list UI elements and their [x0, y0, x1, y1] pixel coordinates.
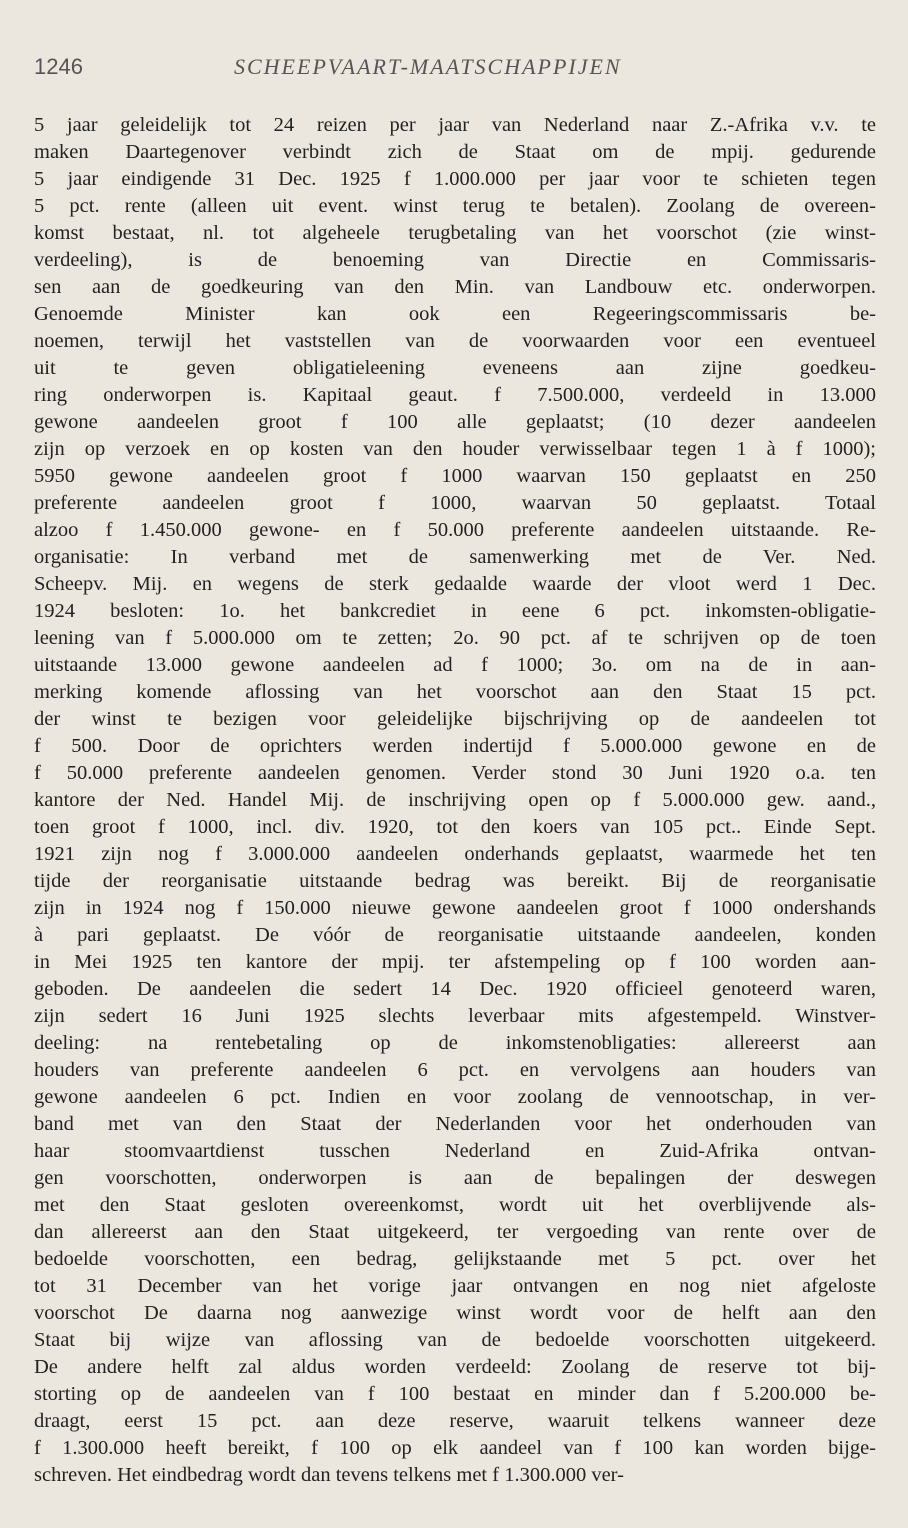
text-line: kantore der Ned. Handel Mij. de inschrijving open op f 5.000.000 gew. aand., — [34, 789, 876, 811]
text-line: houders van preferente aandeelen 6 pct. en vervolgens aan houders van — [34, 1059, 876, 1081]
text-line: à pari geplaatst. De vóór de reorganisatie uitstaande aandeelen, konden — [34, 924, 876, 946]
page-header — [34, 48, 874, 88]
text-line: der winst te bezigen voor geleidelijke bijschrijving op de aandeelen tot — [34, 708, 876, 730]
text-line: 1921 zijn nog f 3.000.000 aandeelen onderhands geplaatst, waarmede het ten — [34, 843, 876, 865]
text-line: gewone aandeelen 6 pct. Indien en voor zoolang de vennootschap, in ver- — [34, 1086, 876, 1108]
running-title: SCHEEPVAART-MAATSCHAPPIJEN — [234, 54, 622, 79]
text-line: draagt, eerst 15 pct. aan deze reserve, waaruit telkens wanneer deze — [34, 1410, 876, 1432]
text-line: tijde der reorganisatie uitstaande bedrag was bereikt. Bij de reorganisatie — [34, 870, 876, 892]
text-line: alzoo f 1.450.000 gewone- en f 50.000 preferente aandeelen uitstaande. Re- — [34, 519, 876, 541]
text-line: Scheepv. Mij. en wegens de sterk gedaalde waarde der vloot werd 1 Dec. — [34, 573, 876, 595]
text-line: 5 jaar eindigende 31 Dec. 1925 f 1.000.000 per jaar voor te schieten tegen — [34, 168, 876, 190]
text-line: toen groot f 1000, incl. div. 1920, tot den koers van 105 pct.. Einde Sept. — [34, 816, 876, 838]
text-line: 5 pct. rente (alleen uit event. winst terug te betalen). Zoolang de overeen- — [34, 195, 876, 217]
text-line: zijn in 1924 nog f 150.000 nieuwe gewone aandeelen groot f 1000 ondershands — [34, 897, 876, 919]
text-line: f 500. Door de oprichters werden indertijd f 5.000.000 gewone en de — [34, 735, 876, 757]
text-line: gen voorschotten, onderworpen is aan de bepalingen der deswegen — [34, 1167, 876, 1189]
text-line: f 1.300.000 heeft bereikt, f 100 op elk aandeel van f 100 kan worden bijge- — [34, 1437, 876, 1459]
text-line: geboden. De aandeelen die sedert 14 Dec. 1920 officieel genoteerd waren, — [34, 978, 876, 1000]
text-line: uit te geven obligatieleening eveneens aan zijne goedkeu- — [34, 357, 876, 379]
text-line: bedoelde voorschotten, een bedrag, gelijkstaande met 5 pct. over het — [34, 1248, 876, 1270]
text-line: band met van den Staat der Nederlanden voor het onderhouden van — [34, 1113, 876, 1135]
body-text — [34, 112, 876, 1489]
page-number: 1246 — [34, 54, 83, 79]
text-line: organisatie: In verband met de samenwerking met de Ver. Ned. — [34, 546, 876, 568]
text-line: Genoemde Minister kan ook een Regeeringscommissaris be- — [34, 303, 876, 325]
text-line: schreven. Het eindbedrag wordt dan tevens telkens met f 1.300.000 ver- — [34, 1464, 624, 1486]
text-line: met den Staat gesloten overeenkomst, wordt uit het overblijvende als- — [34, 1194, 876, 1216]
text-line: leening van f 5.000.000 om te zetten; 2o. 90 pct. af te schrijven op de toen — [34, 627, 876, 649]
text-line: merking komende aflossing van het voorschot aan den Staat 15 pct. — [34, 681, 876, 703]
text-line: ring onderworpen is. Kapitaal geaut. f 7.500.000, verdeeld in 13.000 — [34, 384, 876, 406]
text-line: storting op de aandeelen van f 100 bestaat en minder dan f 5.200.000 be- — [34, 1383, 876, 1405]
text-line: zijn op verzoek en op kosten van den houder verwisselbaar tegen 1 à f 1000); — [34, 438, 876, 460]
text-line: haar stoomvaartdienst tusschen Nederland en Zuid-Afrika ontvan- — [34, 1140, 876, 1162]
text-line: dan allereerst aan den Staat uitgekeerd, ter vergoeding van rente over de — [34, 1221, 876, 1243]
text-line: noemen, terwijl het vaststellen van de voorwaarden voor een eventueel — [34, 330, 876, 352]
text-line: gewone aandeelen groot f 100 alle geplaatst; (10 dezer aandeelen — [34, 411, 876, 433]
text-line: uitstaande 13.000 gewone aandeelen ad f 1000; 3o. om na de in aan- — [34, 654, 876, 676]
text-line: 1924 besloten: 1o. het bankcrediet in eene 6 pct. inkomsten-obligatie- — [34, 600, 876, 622]
text-line: tot 31 December van het vorige jaar ontvangen en nog niet afgeloste — [34, 1275, 876, 1297]
text-line: Staat bij wijze van aflossing van de bedoelde voorschotten uitgekeerd. — [34, 1329, 876, 1351]
text-line: komst bestaat, nl. tot algeheele terugbetaling van het voorschot (zie winst- — [34, 222, 876, 244]
text-line: preferente aandeelen groot f 1000, waarvan 50 geplaatst. Totaal — [34, 492, 876, 514]
text-line: deeling: na rentebetaling op de inkomstenobligaties: allereerst aan — [34, 1032, 876, 1054]
text-line: 5 jaar geleidelijk tot 24 reizen per jaar van Nederland naar Z.-Afrika v.v. te — [34, 114, 876, 136]
text-line: De andere helft zal aldus worden verdeeld: Zoolang de reserve tot bij- — [34, 1356, 876, 1378]
text-line: voorschot De daarna nog aanwezige winst wordt voor de helft aan den — [34, 1302, 876, 1324]
text-line: sen aan de goedkeuring van den Min. van Landbouw etc. onderworpen. — [34, 276, 876, 298]
text-line: maken Daartegenover verbindt zich de Staat om de mpij. gedurende — [34, 141, 876, 163]
text-line: f 50.000 preferente aandeelen genomen. Verder stond 30 Juni 1920 o.a. ten — [34, 762, 876, 784]
text-line: 5950 gewone aandeelen groot f 1000 waarvan 150 geplaatst en 250 — [34, 465, 876, 487]
text-line: verdeeling), is de benoeming van Directie en Commissaris- — [34, 249, 876, 271]
text-line: zijn sedert 16 Juni 1925 slechts leverbaar mits afgestempeld. Winstver- — [34, 1005, 876, 1027]
text-line: in Mei 1925 ten kantore der mpij. ter afstempeling op f 100 worden aan- — [34, 951, 876, 973]
